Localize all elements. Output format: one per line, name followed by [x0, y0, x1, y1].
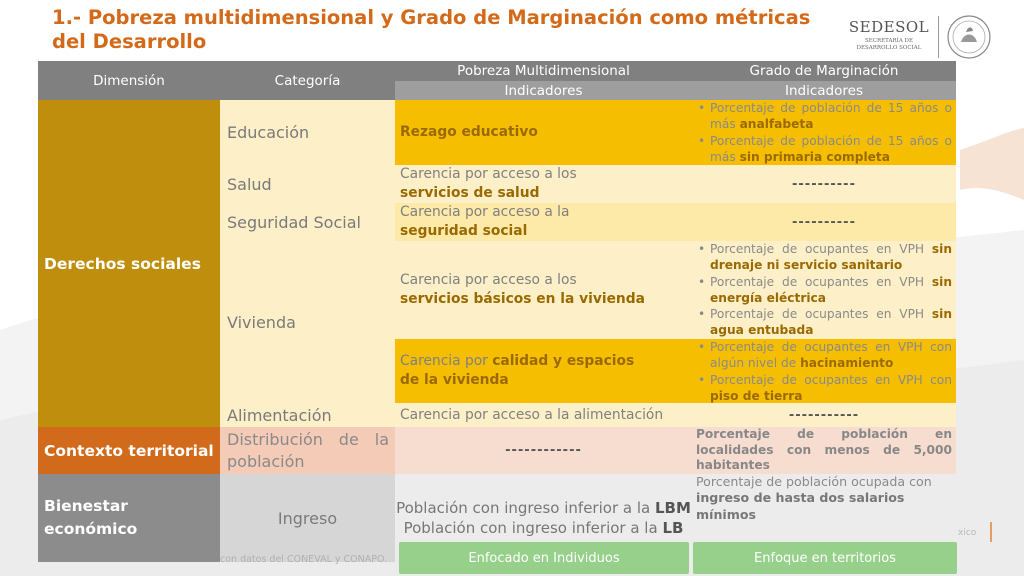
dimension-bienestar-line2: económico: [44, 520, 138, 538]
gm-salud: ----------: [692, 165, 956, 203]
metrics-table: [38, 61, 956, 562]
pm-vivienda2-bold1: calidad y espacios: [492, 353, 635, 369]
gm-viv-item2: [696, 274, 952, 307]
gm-vivienda-calidad: [692, 339, 956, 403]
header-dimension: Dimensión: [38, 61, 220, 100]
gm-educacion: [692, 100, 956, 165]
gm-viv5-bold: piso de tierra: [710, 388, 803, 403]
gm-edu-item2: [696, 133, 952, 165]
pm-educacion-text: Rezago educativo: [400, 124, 538, 140]
gm-viv1-bold: sin drenaje ni servicio sanitario: [710, 242, 952, 273]
logo-subtitle-line2: DESARROLLO SOCIAL: [856, 45, 922, 51]
logo-subtitle-line1: SECRETARÍA DE: [865, 38, 913, 44]
category-alimentacion: Alimentación: [220, 403, 395, 427]
category-vivienda: Vivienda: [220, 241, 395, 403]
pm-vivienda1-line1: Carencia por acceso a los: [400, 272, 577, 288]
national-seal-icon: [946, 14, 992, 60]
pm-salud-bold: servicios de salud: [400, 185, 540, 201]
gm-edu2-text: Porcentaje de población de 15 años o más: [710, 133, 952, 164]
dimension-bienestar-line1: Bienestar: [44, 497, 128, 515]
pm-salud-line1: Carencia por acceso a los: [400, 166, 577, 182]
pm-ingreso2-bold: LB: [662, 519, 684, 537]
logo-name: SEDESOL: [848, 18, 930, 36]
gm-edu1-text: Porcentaje de población de 15 años o más: [710, 101, 952, 132]
gm-edu-item1: [696, 100, 952, 133]
individuos-button[interactable]: Enfocado en Individuos: [399, 542, 689, 574]
pm-educacion: [395, 100, 692, 165]
gm-viv1-text: Porcentaje de ocupantes en VPH: [710, 242, 932, 256]
gm-viv3-bold: sin agua entubada: [710, 307, 952, 338]
dimension-bienestar: [38, 474, 220, 562]
pm-seguridad-line1: Carencia por acceso a la: [400, 204, 570, 220]
pm-ingreso2-pre: Población con ingreso inferior a la: [403, 519, 663, 537]
gm-ingreso-bold: ingreso de hasta dos salarios mínimos: [696, 490, 905, 522]
sedesol-logo: [846, 14, 996, 64]
category-distribucion: Distribución de la población: [220, 427, 395, 474]
gm-viv2-text: Porcentaje de ocupantes en VPH: [710, 274, 932, 289]
gm-viv-item4: [696, 339, 952, 372]
header-indicadores-pm: Indicadores: [395, 81, 692, 100]
pm-vivienda2-bold2: de la vivienda: [400, 372, 509, 388]
pm-vivienda-calidad: [395, 339, 692, 403]
gm-viv3-text: Porcentaje de ocupantes en VPH: [710, 307, 932, 322]
gm-alimentacion: -----------: [692, 403, 956, 427]
header-marginacion: Grado de Marginación: [692, 61, 956, 81]
gm-viv-item3: [696, 306, 952, 339]
gm-viv-item1: [696, 241, 952, 274]
gm-distribucion: Porcentaje de población en localidades con menos de 5,000 habitantes: [692, 427, 956, 474]
footnote: con datos del CONEVAL y CONAPO.: [220, 554, 388, 565]
pm-salud: [395, 165, 692, 203]
pm-alimentacion: Carencia por acceso a la alimentación: [395, 403, 692, 427]
pm-vivienda1-bold: servicios básicos en la vivienda: [400, 291, 645, 307]
gm-edu1-bold: analfabeta: [739, 117, 814, 132]
header-categoria: Categoría: [220, 61, 395, 100]
page-title: 1.- Pobreza multidimensional y Grado de Marginación como métricas del Desarrollo: [52, 6, 811, 53]
dimension-contexto: Contexto territorial: [38, 427, 220, 474]
header-indicadores-gm: Indicadores: [692, 81, 956, 100]
gm-viv-item5: [696, 372, 952, 403]
pm-vivienda-servicios: [395, 241, 692, 339]
pm-seguridad-bold: seguridad social: [400, 223, 528, 239]
pm-ingreso1-pre: Población con ingreso inferior a la: [396, 499, 655, 517]
gm-viv2-bold: sin energía eléctrica: [710, 274, 952, 305]
category-ingreso: Ingreso: [220, 474, 395, 562]
header-pobreza: Pobreza Multidimensional: [395, 61, 692, 81]
category-salud: Salud: [220, 165, 395, 203]
territorios-button[interactable]: Enfoque en territorios: [693, 542, 957, 574]
gm-ingreso-text: Porcentaje de población ocupada con: [696, 474, 932, 489]
category-seguridad: Seguridad Social: [220, 203, 395, 241]
gm-seguridad: ----------: [692, 203, 956, 241]
category-educacion: Educación: [220, 100, 395, 165]
logo-divider: [938, 16, 939, 58]
gm-viv4-bold: hacinamiento: [800, 356, 894, 371]
gm-viv4-text: Porcentaje de ocupantes en VPH con algún nivel de: [710, 340, 952, 371]
side-divider: [990, 522, 992, 542]
side-text: xico: [958, 528, 977, 538]
pm-distribucion: ------------: [395, 427, 692, 474]
logo-subtitle: [846, 38, 932, 52]
gm-vivienda-servicios: [692, 241, 956, 339]
dimension-derechos: Derechos sociales: [38, 100, 220, 427]
pm-seguridad: [395, 203, 692, 241]
gm-edu2-bold: sin primaria completa: [739, 149, 890, 164]
pm-vivienda2-pre: Carencia por: [400, 353, 493, 369]
gm-viv5-text: Porcentaje de ocupantes en VPH con: [710, 372, 952, 387]
pm-ingreso1-bold: LBM: [654, 499, 691, 517]
